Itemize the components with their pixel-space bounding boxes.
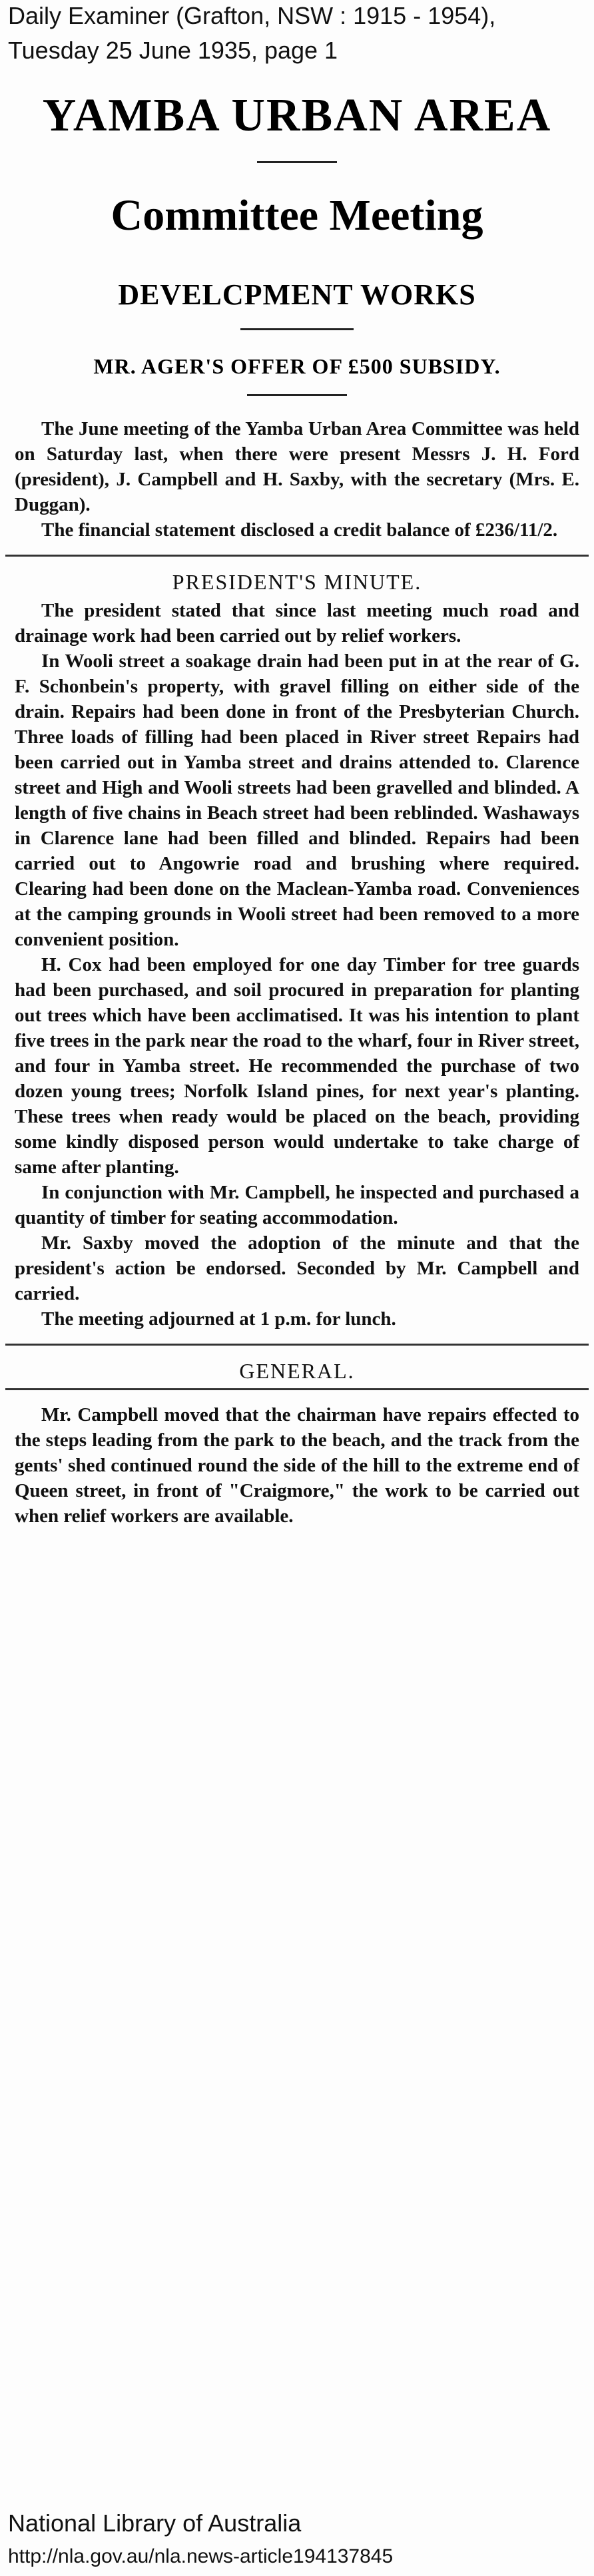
column-divider <box>5 1344 589 1346</box>
paragraph: Mr. Campbell moved that the chairman have repairs effected to the steps leading from the park to the beach, and the track from the gents' shed continued round the side of the hill to the extreme end of Queen street, in front of "Craigmore," the work to be carried out when relief workers are available. <box>15 1404 579 1527</box>
paragraph: The meeting adjourned at 1 p.m. for lunch. <box>41 1308 396 1330</box>
section-text <box>5 598 589 1332</box>
article-column <box>5 75 589 2498</box>
deck: DEVELCPMENT WORKS <box>118 278 476 311</box>
paragraph: Mr. Saxby moved the adoption of the minute and that the president's action be endorsed. Seconded by Mr. Campbell and carried. <box>15 1232 579 1304</box>
paragraph: H. Cox had been employed for one day Timber for tree guards had been purchased, and soil procured in preparation for planting out trees which have been acclimatised. It was his intention to plant five trees in the park near the road to the wharf, four in River street, and four in Yamba street. He recommended the purchase of two dozen young trees; Norfolk Island pines, for next year's planting. These trees when ready would be placed on the beach, providing some kindly disposed person would undertake to take charge of same after planting. <box>15 954 579 1178</box>
paragraph: The financial statement disclosed a credit balance of £236/11/2. <box>41 519 558 541</box>
paragraph: The president stated that since last meeting much road and drainage work had been carried out by relief workers. <box>15 600 579 646</box>
source-citation: Daily Examiner (Grafton, NSW : 1915 - 1954), <box>8 2 496 29</box>
source-date: Tuesday 25 June 1935, page 1 <box>8 37 338 64</box>
headline: YAMBA URBAN AREA <box>42 90 552 141</box>
paragraph: In conjunction with Mr. Campbell, he inspected and purchased a quantity of timber for seating accommodation. <box>15 1182 579 1228</box>
intro-text <box>5 416 589 543</box>
paragraph: The June meeting of the Yamba Urban Area Committee was held on Saturday last, when there were present Messrs J. H. Ford (president), J. Campbell and H. Saxby, with the secretary (Mrs. E. Duggan). <box>15 418 579 515</box>
divider-rule <box>257 161 337 163</box>
section-title: PRESIDENT'S MINUTE. <box>172 570 422 594</box>
divider-rule <box>247 394 347 396</box>
divider-rule <box>240 328 354 330</box>
subdeck: MR. AGER'S OFFER OF £500 SUBSIDY. <box>93 354 501 378</box>
article-url[interactable]: http://nla.gov.au/nla.news-article194137845 <box>8 2545 394 2567</box>
paragraph: In Wooli street a soakage drain had been put in at the rear of G. F. Schonbein's property, with gravel filling on either side of the drain. Repairs had been done in front of the Presbyterian Church. Three loads of filling had been placed in River street Repairs had been carried out in Yamba street and drains attended to. Clarence street and High and Wooli streets had been gravelled and blinded. A length of five chains in Beach street had been reblinded. Washaways in Clarence lane had been filled and blinded. Repairs had been carried out to Angowrie road and brushing where required. Clearing had been done on the Maclean-Yamba road. Conveniences at the camping grounds in Wooli street had been removed to a more convenient position. <box>15 650 579 950</box>
section-title: GENERAL. <box>239 1359 355 1383</box>
subheadline: Committee Meeting <box>111 191 483 240</box>
library-credit: National Library of Australia <box>8 2509 302 2537</box>
section-text <box>5 1402 589 1529</box>
column-divider <box>5 1388 589 1390</box>
column-divider <box>5 555 589 557</box>
